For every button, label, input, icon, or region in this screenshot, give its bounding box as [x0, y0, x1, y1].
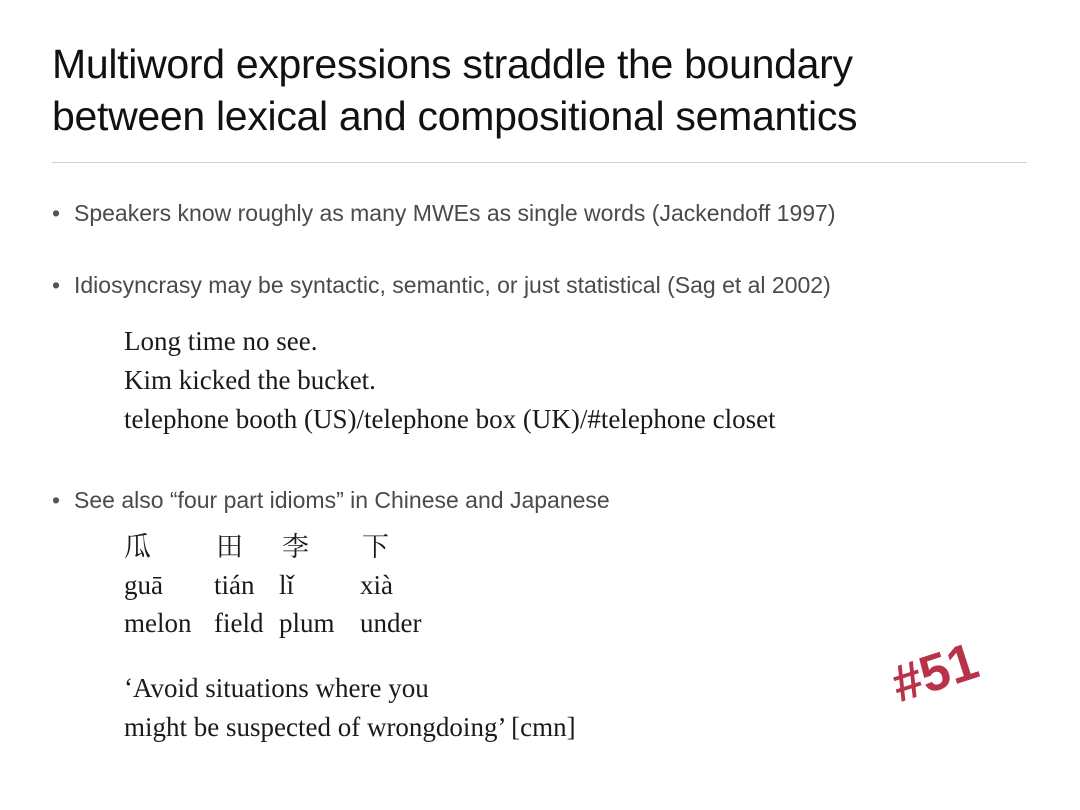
pinyin-cell: lǐ	[279, 570, 295, 600]
example-line: telephone booth (US)/telephone box (UK)/#telephone closet	[124, 404, 776, 434]
slide-number-stamp-icon	[880, 628, 990, 718]
idiom-gloss-table	[124, 528, 524, 642]
bullet-text: See also “four part idioms” in Chinese and Japanese	[74, 487, 610, 513]
bullet-dot-icon: •	[52, 272, 61, 298]
bullet-text: Idiosyncrasy may be syntactic, semantic, or just statistical (Sag et al 2002)	[74, 272, 831, 298]
pinyin-cell: xià	[360, 570, 393, 600]
gloss-cell: field	[214, 608, 264, 638]
bullet-text: Speakers know roughly as many MWEs as single words (Jackendoff 1997)	[74, 200, 836, 226]
example-line: Kim kicked the bucket.	[124, 365, 376, 395]
pinyin-cell: guā	[124, 570, 163, 600]
translation-line-1: ‘Avoid situations where you	[124, 673, 429, 703]
bullet-dot-icon: •	[52, 200, 61, 226]
translation-line-2: might be suspected of wrongdoing’ [cmn]	[124, 712, 576, 742]
slide-title	[52, 38, 1032, 142]
hanzi-cell: 下	[362, 532, 389, 562]
hanzi-cell: 瓜	[124, 532, 151, 562]
idiom-gloss-row	[124, 604, 524, 642]
bullet-item-3	[52, 487, 610, 514]
title-divider	[52, 162, 1027, 163]
bullet-item-2	[52, 272, 831, 299]
stamp-text: #51	[884, 632, 986, 714]
example-line: Long time no see.	[124, 326, 318, 356]
idiom-translation	[124, 669, 576, 747]
slide-title-line-2: between lexical and compositional semantics	[52, 93, 858, 139]
slide-title-line-1: Multiword expressions straddle the boundary	[52, 41, 853, 87]
bullet-item-1	[52, 200, 835, 227]
idiom-pinyin-row	[124, 566, 524, 604]
gloss-cell: plum	[279, 608, 335, 638]
bullet-dot-icon: •	[52, 487, 61, 513]
idiom-hanzi-row	[124, 528, 524, 566]
pinyin-cell: tián	[214, 570, 255, 600]
gloss-cell: melon	[124, 608, 192, 638]
gloss-cell: under	[360, 608, 422, 638]
example-list	[124, 322, 776, 439]
hanzi-cell: 李	[282, 532, 309, 562]
hanzi-cell: 田	[216, 532, 243, 562]
